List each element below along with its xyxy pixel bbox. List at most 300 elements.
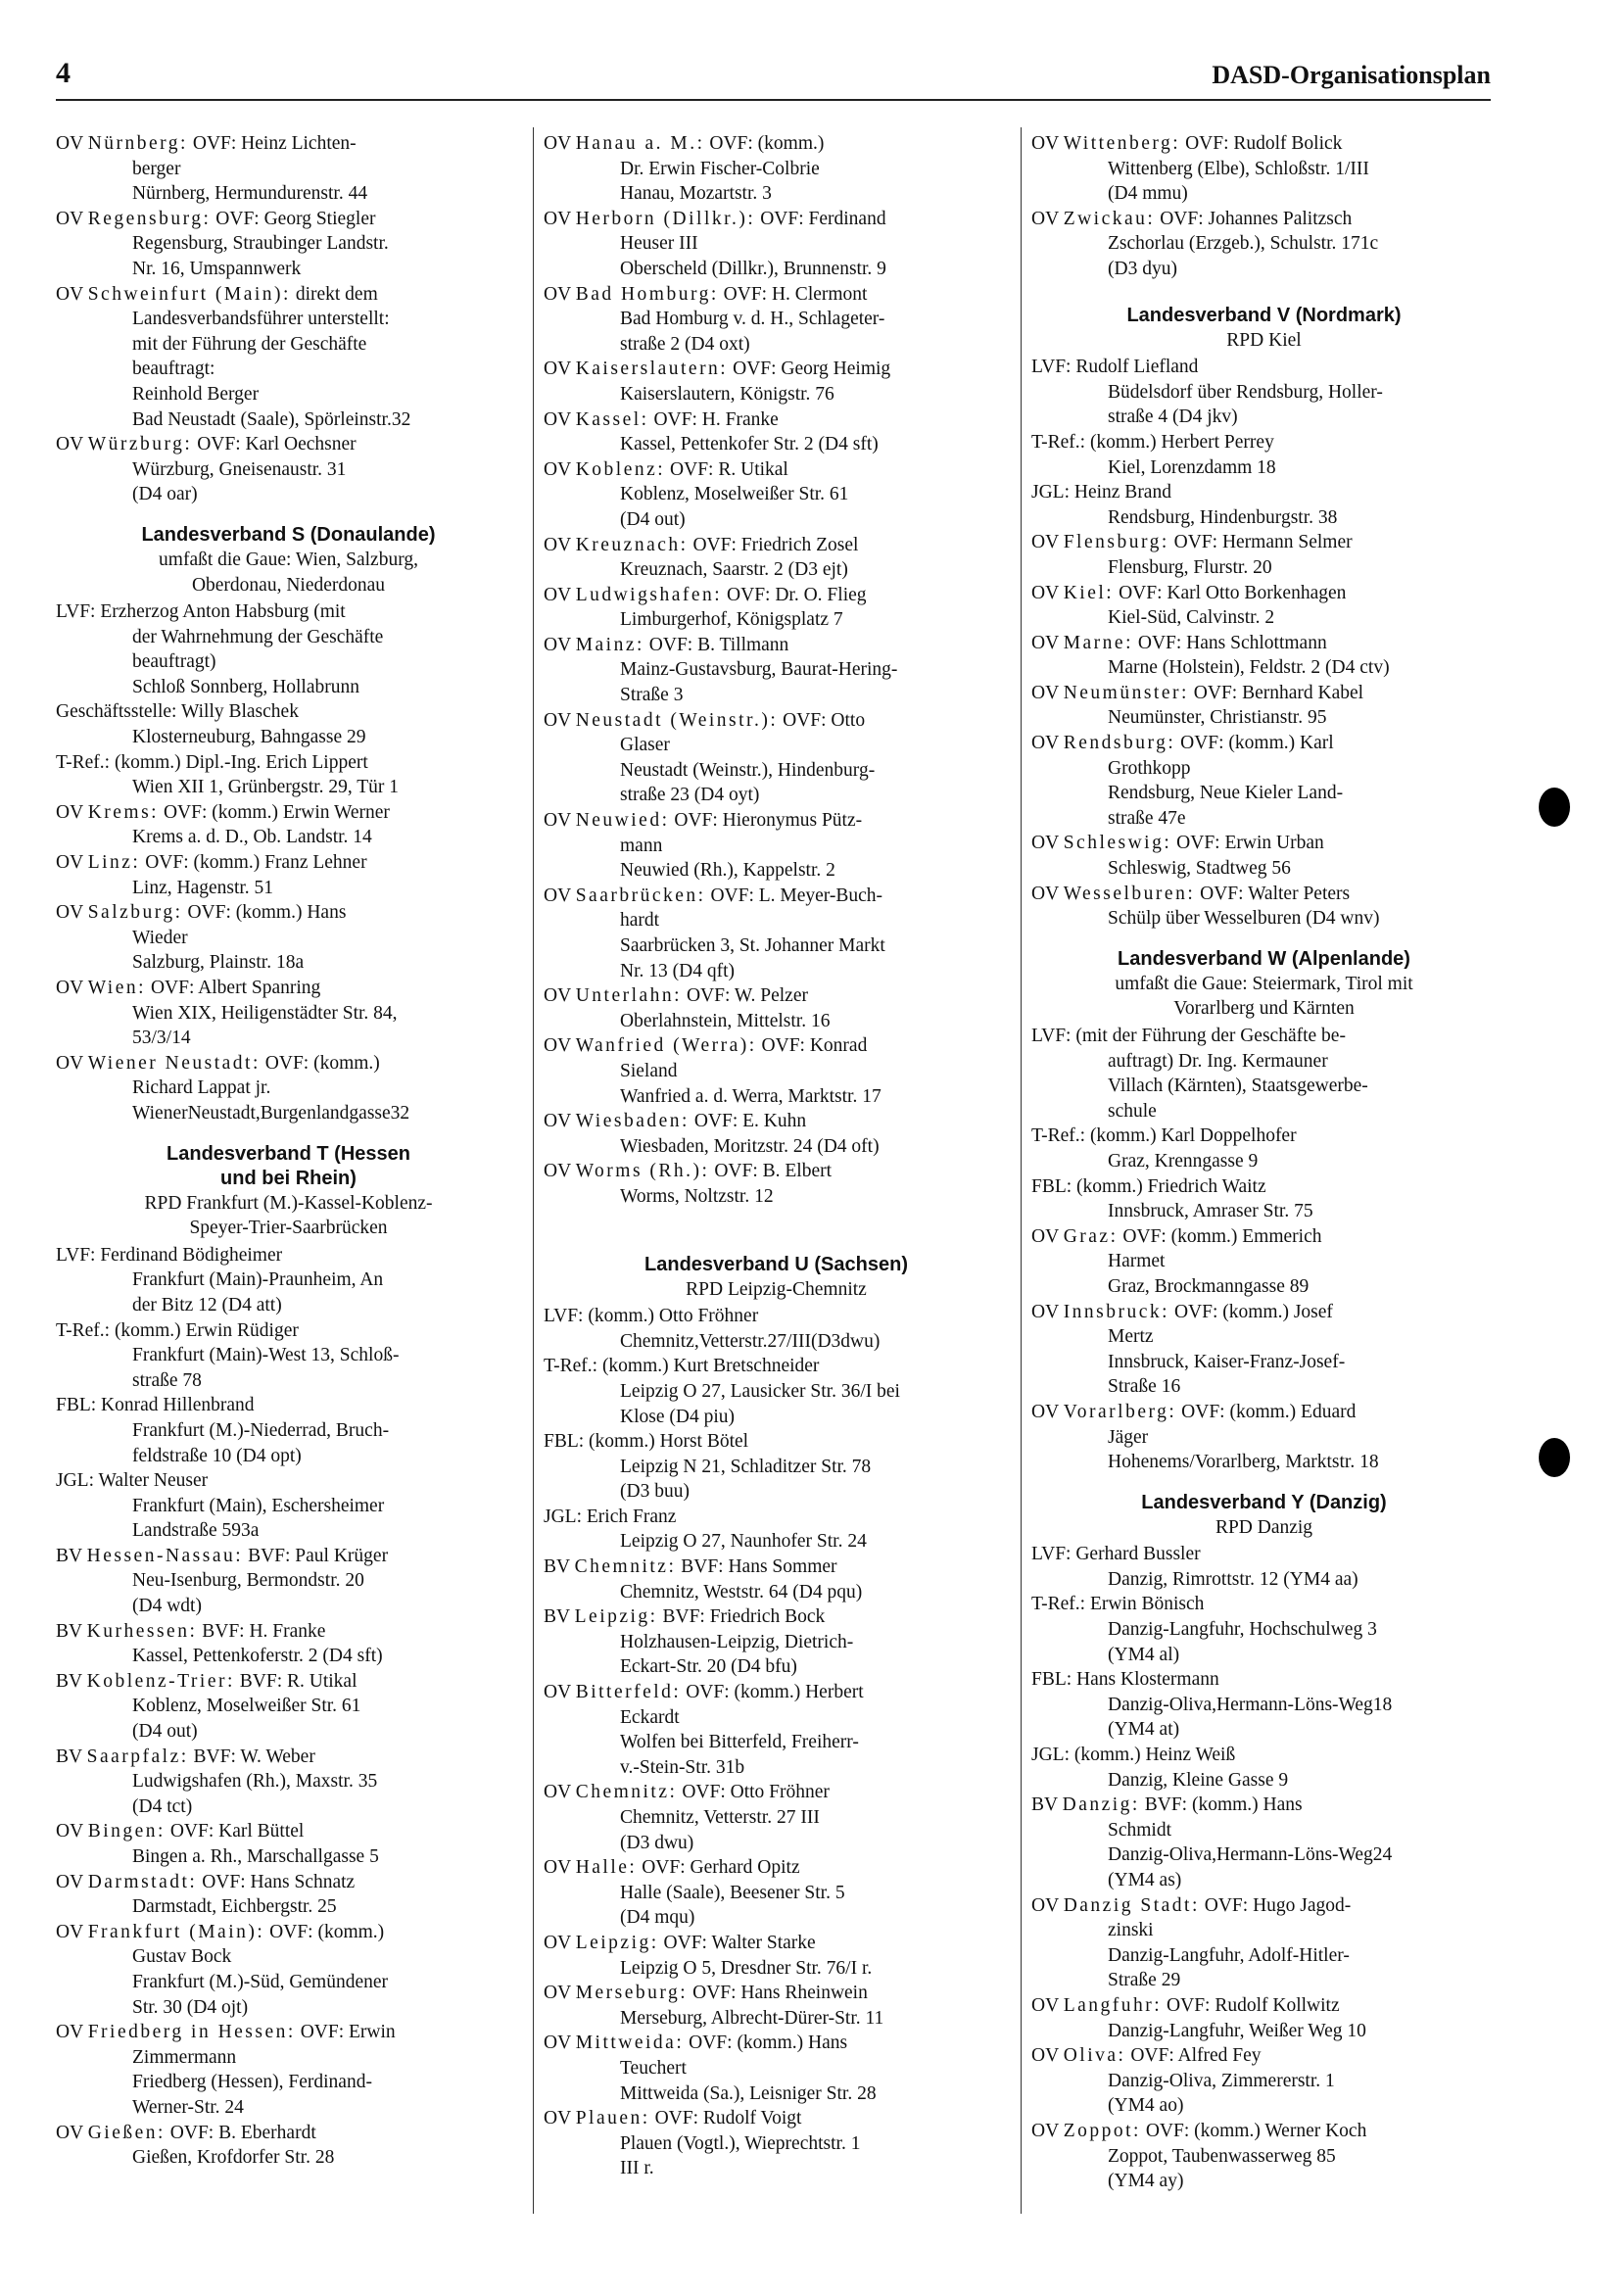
entry-continuation: Zimmermann [132,2046,237,2068]
directory-entry [1031,1743,1497,1793]
entry-text: OVF: Alfred Fey [1125,2045,1262,2067]
entry-type: OV [544,985,576,1007]
entry-type: BV [544,1606,575,1628]
entry-continuation: Innsbruck, Kaiser-Franz-Josef- [1108,1351,1346,1372]
entry-continuation: Landstraße 593a [132,1520,260,1542]
directory-entry [56,2020,521,2120]
entry-first-line [544,1931,1009,1956]
entry-continuation: Hohenems/Vorarlberg, Marktstr. 18 [1108,1452,1379,1473]
entry-continuation: Büdelsdorf über Rendsburg, Holler- [1108,381,1383,403]
entry-continuation: Rendsburg, Hindenburgstr. 38 [1108,506,1338,528]
entry-first-line [1031,2043,1497,2069]
directory-entry [1031,207,1497,282]
entry-type: OV [544,133,576,154]
entry-text: OVF: Rudolf Kollwitz [1162,1994,1340,2016]
entry-type: OV [1031,833,1064,854]
entry-first-line [544,1429,1009,1455]
entry-type: OV [56,978,88,998]
entry-type: OV [56,1821,88,1842]
entry-type: OV [56,1921,88,1942]
entry-continuation: Regensburg, Straubinger Landstr. [132,233,389,255]
entry-place: Danzig: [1062,1794,1140,1816]
entry-first-line [1031,430,1497,455]
directory-entry [1031,831,1497,881]
entry-type: OV [544,458,576,480]
entry-continuation: Chemnitz, Vetterstr. 27 III [620,1807,820,1828]
entry-first-line [544,1354,1009,1379]
entry-continuation: (YM4 at) [1108,1719,1180,1741]
punch-hole-mark [1539,788,1570,827]
entry-text: JGL: (komm.) Heinz Weiß [1031,1745,1236,1766]
entry-type: OV [56,2122,88,2143]
entry-first-line [1031,1893,1497,1919]
entry-continuation: Landesverbandsführer unterstellt: [132,309,390,330]
entry-text: OVF: B. Elbert [709,1161,833,1182]
entry-type: OV [56,133,88,154]
entry-type: OV [544,709,576,731]
entry-continuation: Grothkopp [1108,757,1191,779]
entry-first-line [1031,1592,1497,1617]
directory-entry [56,750,521,800]
entry-text: OVF: (komm.) Erwin Werner [159,801,390,823]
entry-continuation: Gießen, Krofdorfer Str. 28 [132,2147,335,2169]
entry-continuation: Danzig, Rimrottstr. 12 (YM4 aa) [1108,1568,1358,1590]
entry-first-line [56,1870,521,1895]
directory-entry [544,1855,1009,1931]
entry-continuation: (D4 out) [620,508,686,530]
entry-first-line [1031,1400,1497,1425]
entry-continuation: Kassel, Pettenkoferstr. 2 (D4 sft) [132,1646,383,1667]
entry-place: Saarbrücken: [575,885,706,906]
entry-text: OVF: (komm.) [704,133,825,154]
section-title: Landesverband S (Donaulande) [141,523,436,546]
entry-continuation: Danzig, Kleine Gasse 9 [1108,1769,1289,1791]
entry-type: OV [1031,1894,1064,1916]
directory-entry [56,1669,521,1745]
entry-continuation: Graz, Brockmanngasse 89 [1108,1275,1310,1297]
directory-entry [56,1393,521,1468]
entry-continuation: mit der Führung der Geschäfte [132,333,367,355]
entry-continuation: WienerNeustadt,Burgenlandgasse32 [132,1102,410,1124]
entry-continuation: Gustav Bock [132,1946,232,1968]
entry-continuation: Eckardt [620,1706,680,1728]
directory-entry [56,1051,521,1126]
section-title: Landesverband U (Sachsen) [644,1253,908,1275]
entry-continuation: Limburgerhof, Königsplatz 7 [620,609,843,631]
entry-continuation: Frankfurt (Main), Eschersheimer [132,1495,385,1516]
section-subtitle: Speyer-Trier-Saarbrücken [189,1218,388,1239]
entry-first-line [56,800,521,826]
entry-text: OVF: W. Pelzer [682,985,808,1007]
column-3 [1031,131,1497,2194]
entry-continuation: Chemnitz,Vetterstr.27/III(D3dwu) [620,1330,881,1352]
entry-first-line [1031,831,1497,856]
entry-text: OVF: Karl Oechsner [192,434,357,455]
entry-continuation: straße 47e [1108,807,1186,829]
entry-continuation: Hanau, Mozartstr. 3 [620,183,772,205]
section-subtitle: RPD Kiel [1226,329,1302,351]
entry-type: OV [56,283,88,305]
entry-text: OVF: Georg Stiegler [211,208,376,229]
entry-text: OVF: H. Clermont [718,283,868,305]
entry-place: Krems: [87,801,160,823]
entry-type: OV [56,2022,88,2043]
entry-text: OVF: Karl Büttel [165,1821,305,1842]
entry-place: Merseburg: [575,1983,689,2004]
entry-type: OV [544,1857,576,1879]
entry-type: OV [544,1932,576,1953]
directory-entry [1031,1592,1497,1667]
entry-continuation: Danzig-Langfuhr, Hochschulweg 3 [1108,1619,1377,1641]
entry-place: Unterlahn: [575,985,683,1007]
entry-continuation: Dr. Erwin Fischer-Colbrie [620,158,820,179]
directory-entry [544,457,1009,533]
entry-continuation: Richard Lappat jr. [132,1077,271,1099]
section-heading [56,1142,521,1241]
entry-place: Hanau a. M.: [575,133,705,154]
entry-first-line [56,1468,521,1494]
entry-continuation: Koblenz, Moselweißer Str. 61 [620,484,849,505]
entry-continuation: (D3 dwu) [620,1832,694,1853]
entry-type: OV [1031,733,1064,754]
entry-first-line [56,432,521,457]
entry-text: T-Ref.: (komm.) Dipl.-Ing. Erich Lippert [56,751,368,773]
entry-first-line [544,1159,1009,1184]
entry-continuation: Innsbruck, Amraser Str. 75 [1108,1201,1313,1222]
entry-first-line [56,1819,521,1844]
directory-entry [544,1429,1009,1505]
directory-entry [56,699,521,749]
directory-entry [544,708,1009,808]
entry-continuation: Harmet [1108,1251,1166,1272]
entry-text: OVF: Dr. O. Flieg [722,584,867,605]
entry-first-line [1031,1300,1497,1325]
entry-type: OV [1031,1225,1064,1247]
directory-entry [1031,1124,1497,1173]
entry-first-line [56,1393,521,1418]
entry-text: OVF: Friedrich Zosel [688,534,859,555]
entry-text: OVF: (komm.) Eduard [1176,1401,1357,1422]
entry-text: OVF: Walter Starke [658,1932,816,1953]
entry-continuation: Rendsburg, Neue Kieler Land- [1108,783,1344,804]
entry-place: Rendsburg: [1063,733,1176,754]
entry-place: Kaiserslautern: [575,359,729,380]
entry-text: OVF: Erwin [295,2022,396,2043]
entry-text: OVF: Walter Peters [1195,883,1351,904]
entry-continuation: Marne (Holstein), Feldstr. 2 (D4 ctv) [1108,657,1390,679]
entry-place: Wiener Neustadt: [87,1052,261,1074]
directory-entry [1031,1224,1497,1300]
column-divider [533,127,534,2214]
entry-continuation: Plauen (Vogtl.), Wieprechtstr. 1 [620,2132,861,2154]
entry-text: JGL: Erich Franz [544,1506,677,1527]
entry-type: OV [544,1035,576,1057]
entry-continuation: Jäger [1108,1426,1149,1448]
entry-place: Herborn (Dillkr.): [575,208,756,229]
entry-type: OV [544,885,576,906]
entry-type: OV [1031,2045,1064,2067]
directory-entry [56,1870,521,1920]
entry-type: OV [1031,582,1064,603]
entry-text: OVF: Hermann Selmer [1168,532,1353,553]
entry-place: Kurhessen: [86,1620,198,1642]
entry-place: Oliva: [1063,2045,1126,2067]
directory-entry [56,207,521,282]
entry-text: OVF: Karl Otto Borkenhagen [1114,582,1347,603]
entry-text: BVF: (komm.) Hans [1139,1794,1303,1816]
entry-continuation: mann [620,835,663,856]
entry-first-line [544,2106,1009,2131]
entry-continuation: Merseburg, Albrecht-Dürer-Str. 11 [620,2007,884,2029]
entry-text: OVF: Heinz Lichten- [187,133,357,154]
entry-continuation: Werner-Str. 24 [132,2096,244,2118]
entry-text: LVF: (komm.) Otto Fröhner [544,1306,759,1327]
entry-place: Friedberg in Hessen: [87,2022,296,2043]
directory-entry [544,533,1009,583]
directory-entry [544,1033,1009,1109]
entry-place: Zwickau: [1063,208,1156,229]
entry-continuation: Nr. 16, Umspannwerk [132,258,302,279]
entry-type: BV [544,1556,575,1578]
entry-text: OVF: (komm.) Emmerich [1118,1225,1322,1247]
entry-type: OV [544,1782,576,1803]
entry-place: Innsbruck: [1063,1301,1170,1322]
entry-continuation: Kiel, Lorenzdamm 18 [1108,456,1276,478]
entry-first-line [56,900,521,926]
directory-entry [56,1920,521,2020]
entry-continuation: berger [132,158,181,179]
entry-type: OV [544,208,576,229]
entry-place: Leipzig: [575,1932,659,1953]
section-subtitle: umfaßt die Gaue: Steiermark, Tirol mit [1115,973,1413,994]
entry-continuation: Zschorlau (Erzgeb.), Schulstr. 171c [1108,233,1379,255]
entry-place: Wesselburen: [1063,883,1196,904]
entry-place: Chemnitz: [574,1556,677,1578]
entry-type: OV [544,584,576,605]
entry-text: FBL: (komm.) Friedrich Waitz [1031,1175,1266,1197]
directory-entry [1031,681,1497,731]
entry-type: OV [56,801,88,823]
entry-first-line [56,282,521,308]
entry-continuation: Zoppot, Taubenwasserweg 85 [1108,2145,1336,2167]
entry-continuation: Danzig-Langfuhr, Weißer Weg 10 [1108,2020,1366,2041]
entry-text: LVF: Ferdinand Bödigheimer [56,1244,283,1266]
entry-type: OV [544,359,576,380]
entry-continuation: (D4 wdt) [132,1596,202,1617]
directory-entry [1031,2043,1497,2119]
entry-text: OVF: (komm.) [260,1052,380,1074]
entry-continuation: Reinhold Berger [132,383,260,405]
entry-type: OV [56,1052,88,1074]
entry-continuation: Salzburg, Plainstr. 18a [132,952,305,974]
section-title: Landesverband W (Alpenlande) [1118,947,1410,970]
entry-type: OV [1031,208,1064,229]
entry-continuation: Darmstadt, Eichbergstr. 25 [132,1896,337,1918]
entry-text: LVF: Rudolf Liefland [1031,357,1199,378]
entry-first-line [544,983,1009,1009]
entry-first-line [544,1780,1009,1805]
entry-first-line [1031,480,1497,505]
entry-text: OVF: Konrad [756,1035,868,1057]
entry-place: Mainz: [575,634,644,655]
entry-continuation: Mertz [1108,1326,1154,1348]
section-subtitle: RPD Danzig [1215,1516,1313,1538]
entry-text: T-Ref.: (komm.) Erwin Rüdiger [56,1319,299,1341]
entry-continuation: Leipzig O 27, Lausicker Str. 36/I bei [620,1380,900,1402]
entry-place: Bitterfeld: [575,1682,682,1703]
entry-continuation: Sieland [620,1060,678,1081]
directory-entry [56,1243,521,1318]
directory-entry [56,976,521,1051]
entry-continuation: (YM4 ao) [1108,2095,1184,2117]
entry-continuation: Leipzig O 27, Naunhofer Str. 24 [620,1531,867,1553]
entry-text: OVF: Hans Schlottmann [1133,632,1327,653]
entry-continuation: (YM4 ay) [1108,2171,1184,2192]
entry-place: Graz: [1063,1225,1119,1247]
entry-place: Mittweida: [575,2033,685,2054]
entry-continuation: (D4 tct) [132,1795,193,1817]
entry-first-line [56,131,521,157]
column-1 [56,131,521,2171]
column-divider [1021,127,1022,2214]
entry-first-line [544,1604,1009,1630]
entry-continuation: (D4 oar) [132,484,198,505]
entry-first-line [1031,882,1497,907]
entry-type: OV [544,408,576,430]
entry-text: FBL: Hans Klostermann [1031,1669,1219,1691]
entry-continuation: Linz, Hagenstr. 51 [132,877,274,898]
entry-continuation: (YM4 al) [1108,1644,1180,1665]
entry-continuation: Nr. 13 (D4 qft) [620,960,735,981]
entry-type: OV [1031,883,1064,904]
entry-continuation: Frankfurt (Main)-Praunheim, An [132,1269,384,1291]
directory-entry [544,1304,1009,1354]
entry-text: OVF: (komm.) [264,1921,385,1942]
entry-text: T-Ref.: (komm.) Kurt Bretschneider [544,1356,820,1377]
directory-entry [1031,1024,1497,1124]
entry-continuation: Mainz-Gustavsburg, Baurat-Hering- [620,659,898,681]
entry-first-line [544,1680,1009,1705]
page-number: 4 [56,57,71,89]
entry-first-line [1031,1743,1497,1768]
entry-type: BV [56,1670,87,1692]
entry-continuation: Saarbrücken 3, St. Johanner Markt [620,935,885,956]
entry-text: OVF: Hans Rheinwein [688,1983,868,2004]
entry-type: OV [544,810,576,832]
entry-place: Plauen: [575,2108,650,2129]
entry-first-line [1031,1224,1497,1250]
entry-first-line [1031,1793,1497,1818]
directory-entry [544,1604,1009,1680]
entry-first-line [1031,1124,1497,1149]
entry-first-line [56,850,521,876]
entry-place: Salzburg: [87,902,183,924]
directory-entry [56,1468,521,1544]
directory-entry [544,357,1009,407]
entry-continuation: (YM4 as) [1108,1870,1182,1890]
entry-text: OVF: B. Tillmann [643,634,789,655]
entry-continuation: Kassel, Pettenkofer Str. 2 (D4 sft) [620,434,879,455]
entry-text: OVF: Rudolf Bolick [1180,133,1343,154]
entry-place: Marne: [1063,632,1133,653]
directory-entry [1031,1542,1497,1592]
entry-type: OV [1031,632,1064,653]
entry-continuation: feldstraße 10 (D4 opt) [132,1445,302,1466]
entry-continuation: straße 2 (D4 oxt) [620,333,750,355]
entry-place: Kassel: [575,408,649,430]
entry-first-line [544,1304,1009,1329]
section-heading [1031,1491,1497,1541]
entry-first-line [56,207,521,232]
entry-first-line [544,808,1009,834]
entry-text: T-Ref.: (komm.) Karl Doppelhofer [1031,1125,1297,1147]
entry-text: OVF: Hans Schnatz [197,1871,356,1892]
entry-continuation: Wieder [132,927,188,948]
entry-text: OVF: Hugo Jagod- [1199,1894,1352,1916]
section-title: Landesverband Y (Danzig) [1141,1491,1387,1513]
entry-first-line [56,1745,521,1770]
entry-first-line [544,708,1009,734]
entry-place: Koblenz-Trier: [86,1670,235,1692]
entry-first-line [544,407,1009,433]
entry-continuation: hardt [620,910,660,932]
directory-entry [544,207,1009,282]
directory-entry [1031,882,1497,932]
entry-first-line [56,1544,521,1569]
directory-entry [56,432,521,507]
entry-first-line [544,457,1009,483]
entry-continuation: Graz, Krenngasse 9 [1108,1150,1259,1172]
entry-first-line [56,1243,521,1268]
entry-continuation: Halle (Saale), Beesener Str. 5 [620,1882,845,1903]
entry-type: OV [544,1161,576,1182]
entry-continuation: der Bitz 12 (D4 att) [132,1294,282,1315]
entry-type: OV [1031,532,1064,553]
directory-entry [56,1819,521,1869]
directory-entry [544,2031,1009,2106]
section-title: Landesverband V (Nordmark) [1126,304,1402,326]
entry-first-line [544,583,1009,608]
entry-continuation: Straße 16 [1108,1376,1181,1398]
entry-first-line [56,699,521,725]
entry-type: OV [56,434,88,455]
directory-entry [1031,480,1497,530]
entry-place: Saarpfalz: [86,1746,189,1767]
entry-type: BV [56,1545,87,1566]
entry-first-line [544,1555,1009,1580]
directory-entry [544,633,1009,708]
entry-continuation: Heuser III [620,233,698,255]
directory-entry [56,1318,521,1394]
entry-text: FBL: (komm.) Horst Bötel [544,1431,749,1453]
entry-text: BVF: H. Franke [197,1620,326,1642]
directory-entry [544,1159,1009,1209]
directory-entry [1031,1793,1497,1892]
entry-continuation: Bad Homburg v. d. H., Schlageter- [620,309,885,330]
entry-text: OVF: Rudolf Voigt [649,2108,802,2129]
entry-place: Neuwied: [575,810,670,832]
directory-entry [56,1619,521,1669]
entry-place: Nürnberg: [87,133,188,154]
entry-place: Bingen: [87,1821,166,1842]
entry-text: OVF: H. Franke [648,408,779,430]
entry-first-line [544,207,1009,232]
directory-entry [544,1505,1009,1555]
entry-place: Würzburg: [87,434,193,455]
entry-continuation: straße 23 (D4 oyt) [620,785,760,806]
directory-entry [1031,581,1497,631]
entry-first-line [1031,2119,1497,2144]
